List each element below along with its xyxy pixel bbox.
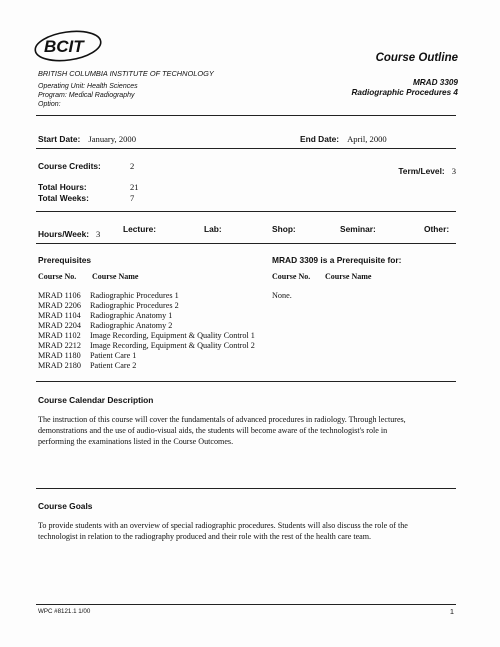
total-hours-label: Total Hours:: [38, 182, 87, 192]
institute-name: BRITISH COLUMBIA INSTITUTE OF TECHNOLOGY: [38, 69, 214, 78]
hours-week-label: Hours/Week:: [38, 229, 90, 239]
term-level-value: 3: [451, 166, 456, 176]
lab-label: Lab:: [204, 224, 222, 234]
lecture-label: Lecture:: [123, 224, 157, 234]
total-weeks-value: 7: [130, 193, 135, 203]
list-item: [38, 361, 136, 370]
course-no: MRAD 2212: [38, 341, 81, 350]
course-name: Radiographic Anatomy 2: [90, 321, 173, 330]
course-name: Radiographic Procedures 2: [90, 301, 179, 310]
seminar-label: Seminar:: [340, 224, 376, 234]
course-name: Patient Care 2: [90, 361, 137, 370]
description-title: Course Calendar Description: [38, 395, 154, 405]
list-item: [38, 351, 136, 360]
description-line: performing the examinations listed in the Course Outcomes.: [38, 437, 234, 446]
course-name: Radiographic Anatomy 1: [90, 311, 173, 320]
course-no: MRAD 2206: [38, 301, 81, 310]
course-no: MRAD 1106: [38, 291, 81, 300]
footer-divider: [36, 604, 456, 605]
operating-unit: Operating Unit: Health Sciences: [38, 83, 138, 90]
is-prereq-col-no: Course No.: [272, 272, 311, 281]
hours-week-value: 3: [96, 229, 101, 239]
end-date-label: End Date:: [300, 134, 340, 144]
course-title: Radiographic Procedures 4: [351, 88, 458, 97]
term-level-label: Term/Level:: [398, 166, 445, 176]
prereq-col-no: Course No.: [38, 272, 77, 281]
course-no: MRAD 1180: [38, 351, 81, 360]
divider: [36, 211, 456, 212]
course-code: MRAD 3309: [412, 78, 458, 87]
course-no: MRAD 2180: [38, 361, 81, 370]
program: Program: Medical Radiography: [38, 92, 135, 99]
list-item: [38, 331, 255, 340]
page-number: 1: [449, 607, 454, 616]
hours-per-week: [38, 224, 100, 242]
total-weeks-label: Total Weeks:: [38, 193, 89, 203]
prereq-col-name: Course Name: [92, 272, 139, 281]
goals-title: Course Goals: [38, 501, 93, 511]
list-item: [38, 301, 179, 310]
list-item: [38, 321, 172, 330]
divider: [36, 488, 456, 489]
description-text: [38, 414, 458, 447]
doc-type-title: Course Outline: [375, 52, 458, 64]
course-no: MRAD 1104: [38, 311, 81, 320]
is-prereq-value: None.: [272, 291, 292, 300]
end-date: [300, 129, 387, 147]
divider: [36, 243, 456, 244]
divider: [36, 148, 456, 149]
other-label: Other:: [424, 224, 450, 234]
start-date-label: Start Date:: [38, 134, 81, 144]
divider: [36, 381, 456, 382]
svg-text:BCIT: BCIT: [44, 37, 84, 56]
description-line: The instruction of this course will cover the fundamentals of advanced procedures in radiology. Through lectures,: [38, 415, 406, 424]
total-hours-value: 21: [130, 182, 139, 192]
course-name: Image Recording, Equipment & Quality Control 1: [90, 331, 255, 340]
divider: [36, 115, 456, 116]
goals-line: To provide students with an overview of special radiographic procedures. Students will also discuss the role of the: [38, 521, 408, 530]
course-credits-value: 2: [130, 161, 135, 171]
list-item: [38, 291, 179, 300]
list-item: [38, 311, 172, 320]
goals-line: technologist in relation to the radiography produced and their role with the rest of the health care team.: [38, 532, 372, 541]
description-line: demonstrations and the use of audio-visual aids, the students will become aware of the technologist's role in: [38, 426, 388, 435]
shop-label: Shop:: [272, 224, 296, 234]
course-name: Image Recording, Equipment & Quality Control 2: [90, 341, 255, 350]
term-level: [398, 161, 456, 179]
start-date-value: January, 2000: [88, 134, 137, 144]
end-date-value: April, 2000: [347, 134, 387, 144]
option: Option:: [38, 101, 61, 108]
is-prereq-col-name: Course Name: [325, 272, 372, 281]
course-name: Patient Care 1: [90, 351, 137, 360]
is-prereq-title: MRAD 3309 is a Prerequisite for:: [272, 255, 402, 265]
bcit-logo: [32, 26, 104, 66]
footer-doc-id: WPC #8121.1 1/00: [38, 608, 91, 615]
course-name: Radiographic Procedures 1: [90, 291, 179, 300]
course-credits-label: Course Credits:: [38, 161, 101, 171]
list-item: [38, 341, 255, 350]
start-date: [38, 129, 136, 147]
goals-text: [38, 520, 458, 542]
course-no: MRAD 2204: [38, 321, 81, 330]
prerequisites-title: Prerequisites: [38, 255, 92, 265]
course-no: MRAD 1102: [38, 331, 81, 340]
